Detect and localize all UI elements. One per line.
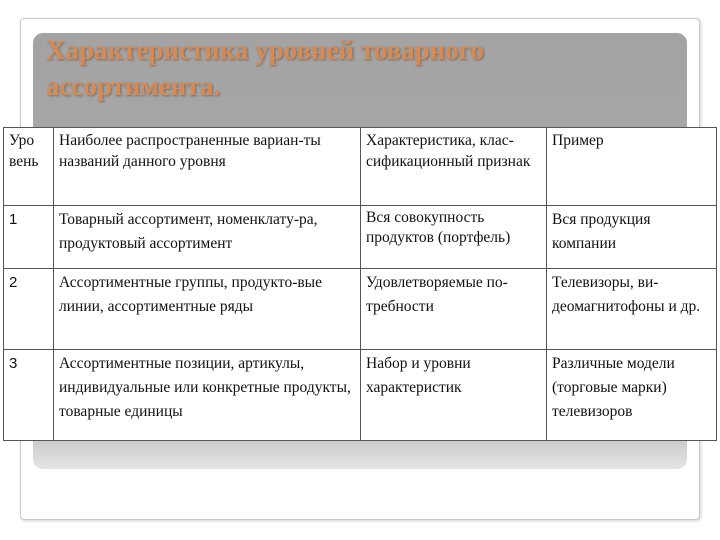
levels-table-container xyxy=(3,127,716,440)
levels-table xyxy=(3,127,717,441)
row-3-names: Ассортиментные позиции, артикулы, индивидуальные или конкретные продукты, товарные единицы xyxy=(54,350,361,441)
row-3-example: Различные модели (торговые марки) телевизоров xyxy=(547,350,717,441)
row-1-example: Вся продукция компании xyxy=(547,206,717,269)
row-2-example: Телевизоры, ви-деомагнитофоны и др. xyxy=(547,269,717,350)
row-2-feature: Удовлетворяемые по-требности xyxy=(361,269,547,350)
row-2-names: Ассортиментные группы, продукто-вые линии, ассортиментные ряды xyxy=(54,269,361,350)
header-example: Пример xyxy=(547,128,717,206)
header-names: Наиболее распространенные вариан-ты названий данного уровня xyxy=(54,128,361,206)
panel-footer xyxy=(33,438,687,468)
table-header-row xyxy=(4,128,717,206)
table-row xyxy=(4,206,717,269)
header-level: Уро вень xyxy=(4,128,54,206)
row-3-feature: Набор и уровни характеристик xyxy=(361,350,547,441)
row-1-level: 1 xyxy=(4,206,54,269)
slide-title: Характеристика уровней товарного ассортимента. xyxy=(46,35,484,101)
row-1-feature: Вся совокупность продуктов (портфель) xyxy=(361,206,547,269)
table-row xyxy=(4,269,717,350)
row-1-names: Товарный ассортимент, номенклату-ра, продуктовый ассортимент xyxy=(54,206,361,269)
row-3-level: 3 xyxy=(4,350,54,441)
row-2-level: 2 xyxy=(4,269,54,350)
table-row xyxy=(4,350,717,441)
header-feature: Характеристика, клас-сификационный признак xyxy=(361,128,547,206)
